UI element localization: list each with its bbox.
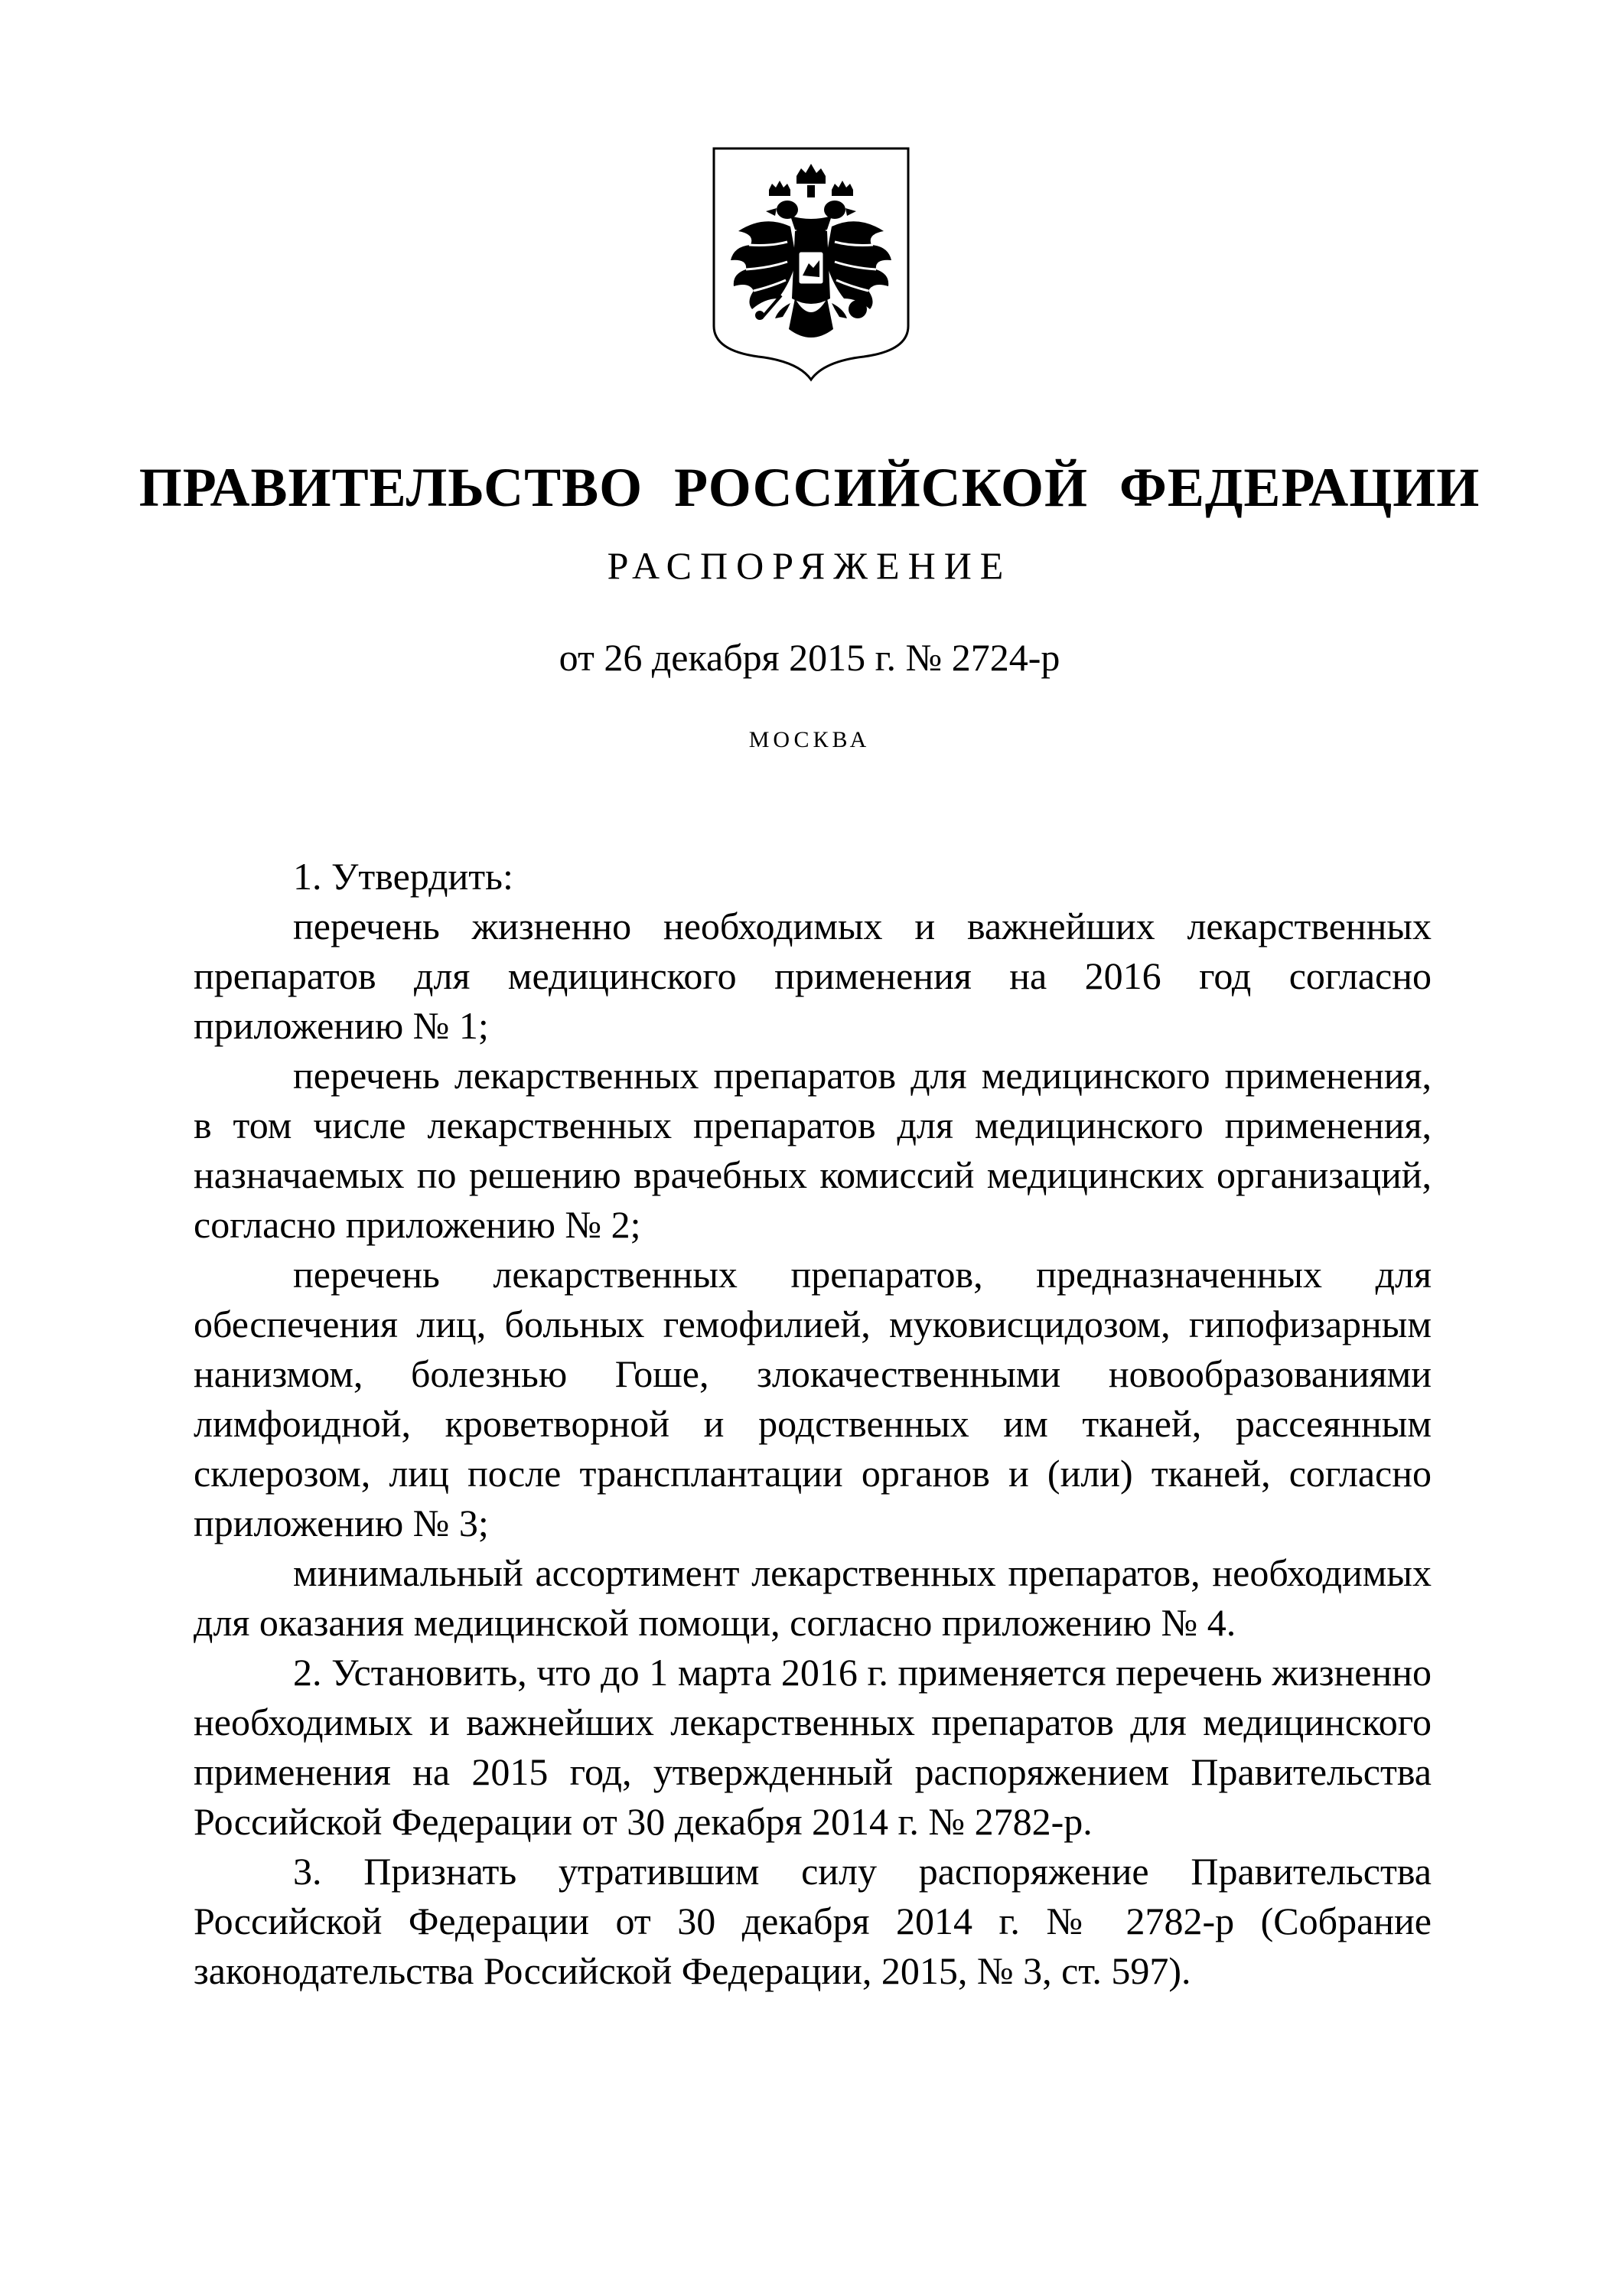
document-type: РАСПОРЯЖЕНИЕ — [607, 544, 1012, 587]
paragraph-item-2: 2. Установить, что до 1 марта 2016 г. применяется перечень жизненно необходимых и важнейших лекарственных препаратов для медицинского применения на 2015 год, утвержденный распоряжением Правительства Российской Федерации от 30 декабря 2014 г. № 2782-р. — [194, 1651, 1432, 1843]
document-body — [194, 852, 1432, 1996]
paragraph-item-1: 1. Утвердить: — [293, 855, 513, 898]
document-date-number: от 26 декабря 2015 г. № 2724-р — [559, 636, 1060, 679]
document-city: МОСКВА — [748, 727, 871, 752]
paragraph-list-2: перечень лекарственных препаратов для медицинского применения, в том числе лекарственных препаратов для медицинского применения, назначаемых по решению врачебных комиссий медицинских организаций, согласно приложению № 2; — [194, 1054, 1432, 1246]
paragraph-item-3: 3. Признать утратившим силу распоряжение Правительства Российской Федерации от 30 декабря 2014 г. № 2782-р (Собрание законодательства Российской Федерации, 2015, № 3, ст. 597). — [194, 1850, 1432, 1992]
paragraph-list-3: перечень лекарственных препаратов, предназначенных для обеспечения лиц, больных гемофилией, муковисцидозом, гипофизарным нанизмом, болезнью Гоше, злокачественными новообразованиями лимфоидной, кроветворной и родственных им тканей, рассеянным склерозом, лиц после трансплантации органов и (или) тканей, согласно приложению № 3; — [194, 1253, 1432, 1544]
paragraph-list-4: минимальный ассортимент лекарственных препаратов, необходимых для оказания медицинской помощи, согласно приложению № 4. — [194, 1551, 1432, 1644]
issuing-authority-title: ПРАВИТЕЛЬСТВО РОССИЙСКОЙ ФЕДЕРАЦИИ — [138, 457, 1481, 518]
paragraph-list-1: перечень жизненно необходимых и важнейших лекарственных препаратов для медицинского применения на 2016 год согласно приложению № 1; — [194, 905, 1432, 1047]
coat-of-arms-icon — [711, 145, 911, 383]
